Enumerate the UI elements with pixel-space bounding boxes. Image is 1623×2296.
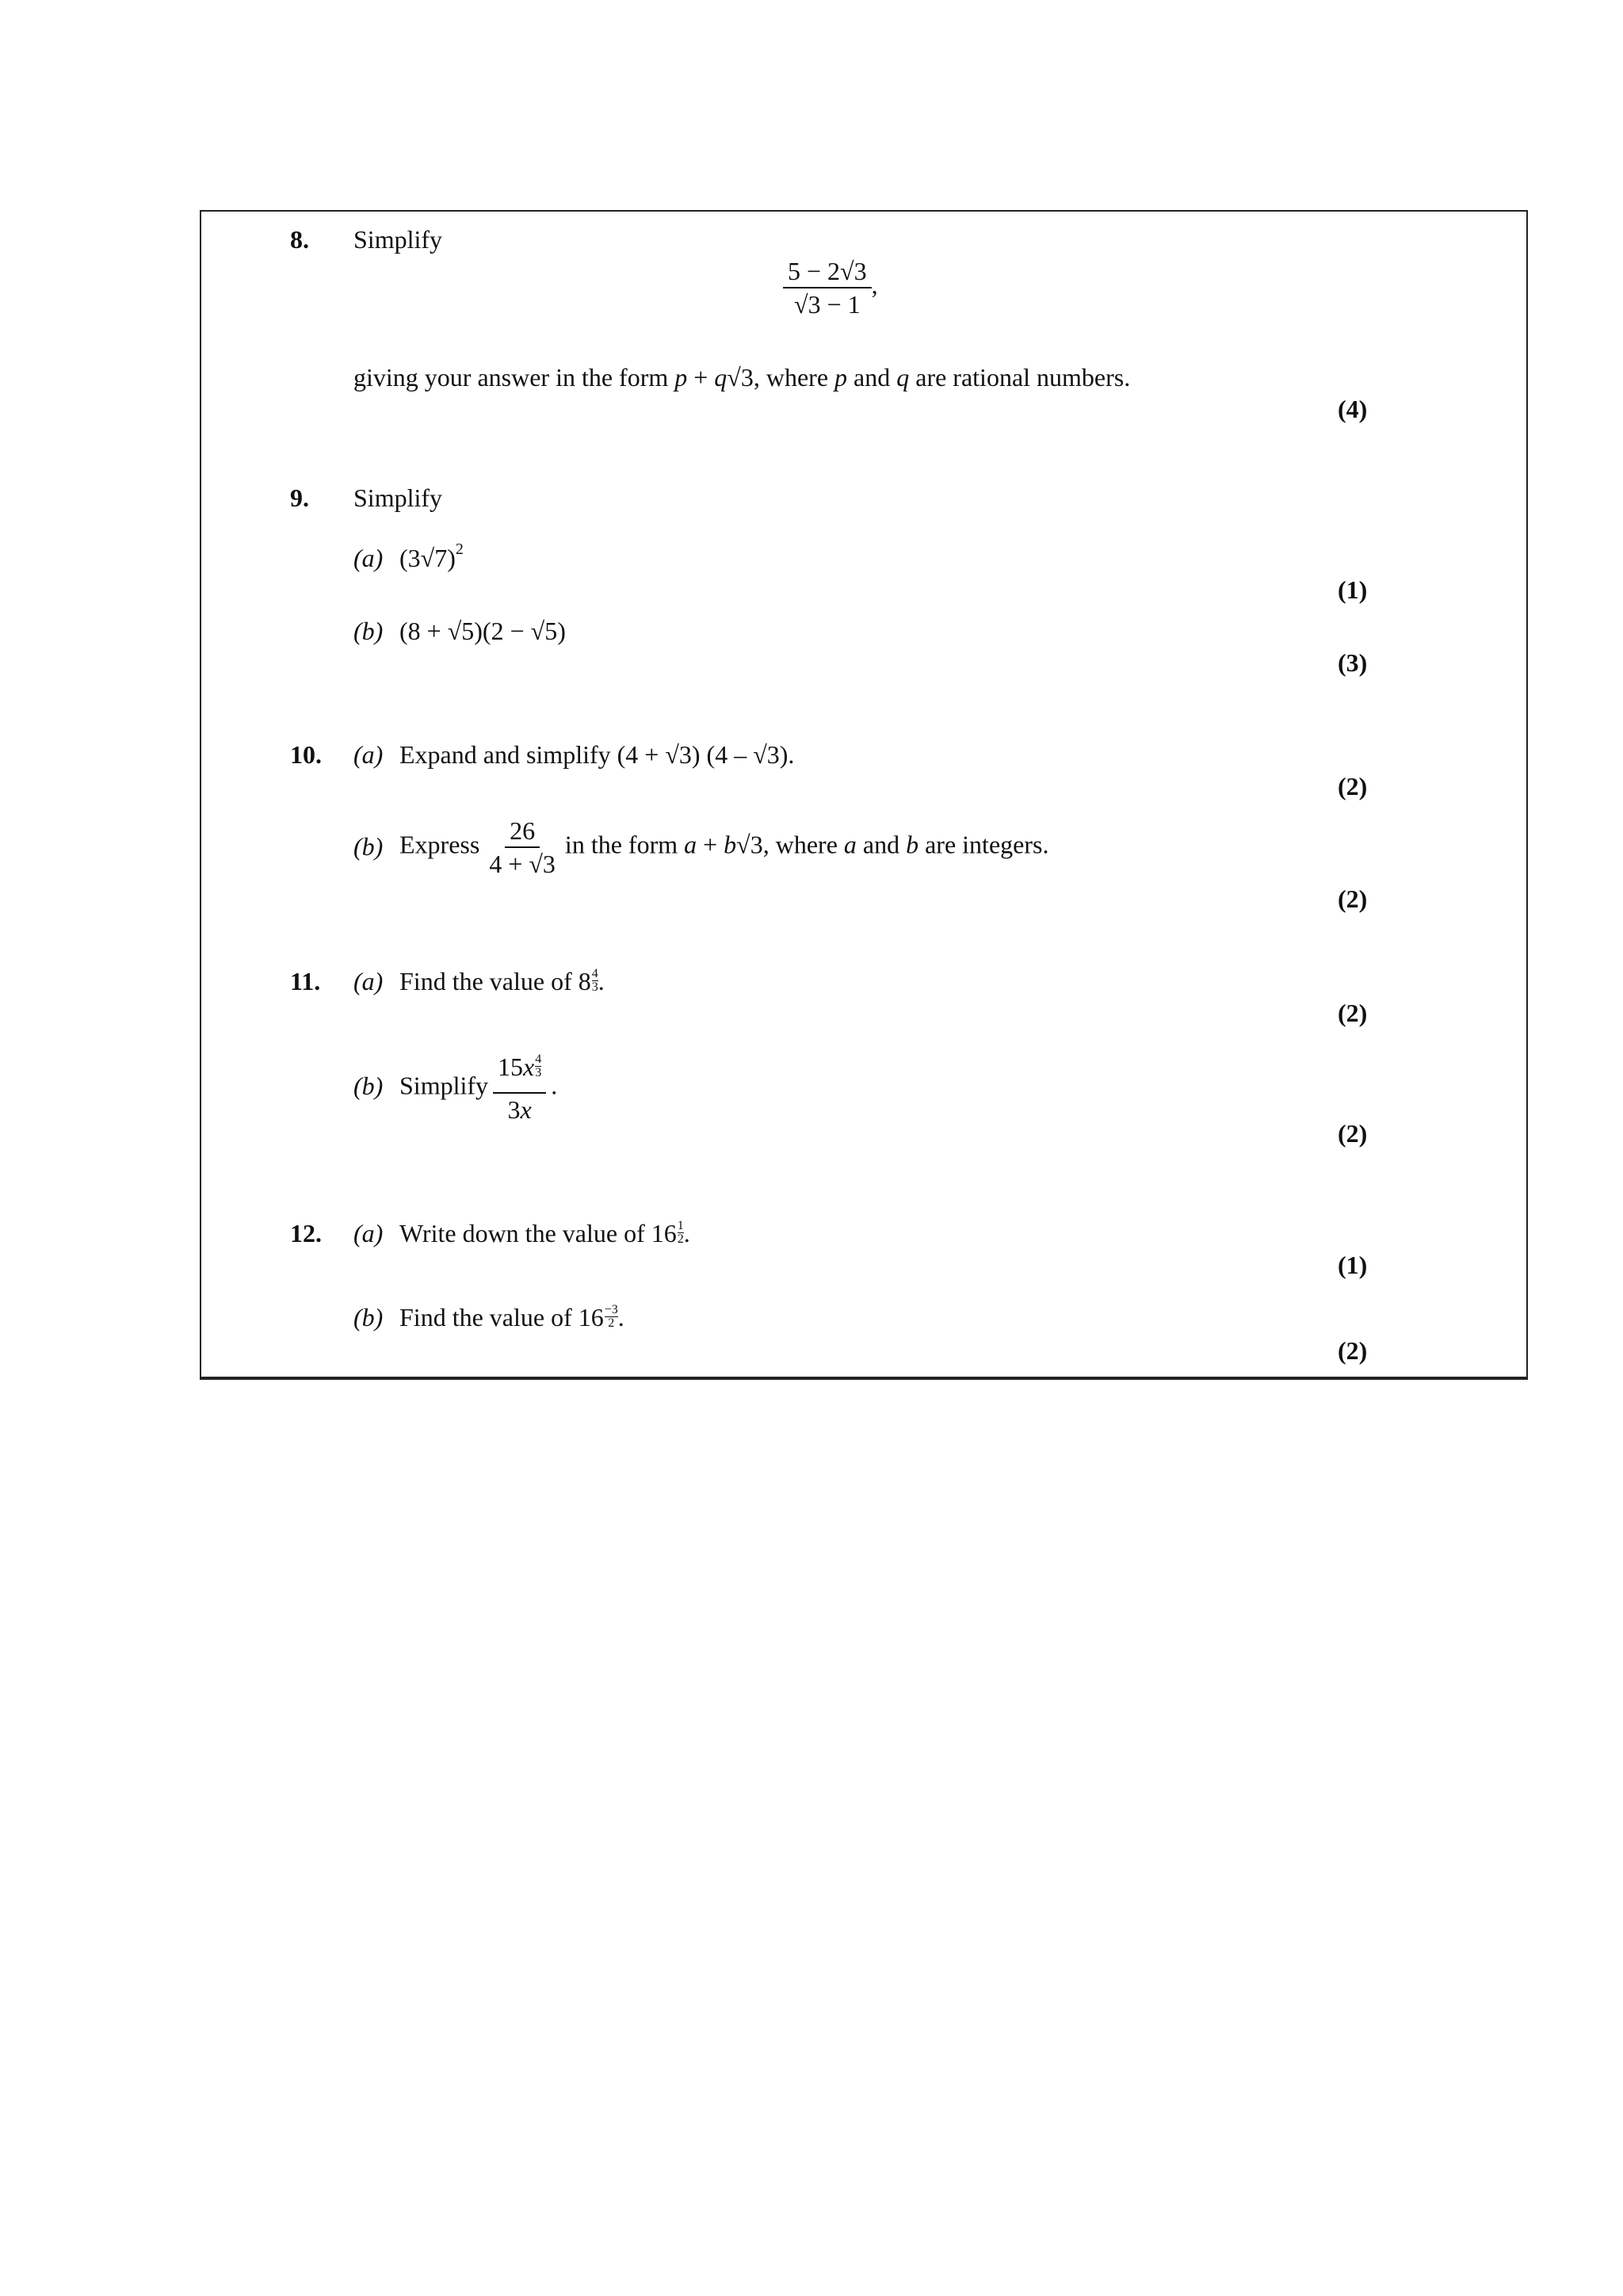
q12b-text: Find the value of 16 (399, 1303, 604, 1331)
q8-text-part: are rational numbers. (909, 363, 1131, 392)
q8-text-part: and (847, 363, 897, 392)
question-9a-mark: (1) (1338, 575, 1368, 604)
q11a-exp-num: 4 (591, 967, 598, 980)
question-11a-text (399, 965, 605, 1007)
q11b-numerator (493, 1051, 546, 1094)
question-10b-text (399, 815, 1048, 880)
q10b-text-part: √3, where (736, 830, 844, 859)
q8-var-q: q (896, 363, 910, 392)
q12a-exp-num: 1 (677, 1219, 684, 1232)
q8-plus: + (687, 363, 715, 392)
question-11a-mark: (2) (1338, 999, 1368, 1027)
q8-var-p: p (834, 363, 848, 392)
question-9-number: 9. (290, 483, 309, 512)
question-9b-mark: (3) (1338, 648, 1368, 677)
question-12a-text (399, 1217, 690, 1259)
q11b-num-var: x (523, 1052, 535, 1081)
question-12a-mark: (1) (1338, 1251, 1368, 1279)
question-9b-expression: (8 + √5)(2 − √5) (399, 617, 566, 645)
question-12b-label: (b) (353, 1303, 384, 1331)
q8-fraction-comma: , (871, 270, 878, 300)
question-10a-mark: (2) (1338, 772, 1368, 800)
q11b-den-coef: 3 (507, 1095, 521, 1124)
q12b-exp-den: 2 (608, 1316, 615, 1330)
question-9b-label: (b) (353, 617, 384, 645)
question-11b-text (399, 1051, 557, 1125)
q12a-exp-den: 2 (677, 1232, 684, 1246)
question-11b-mark: (2) (1338, 1119, 1368, 1148)
question-9a-label: (a) (353, 544, 384, 572)
question-12b-mark: (2) (1338, 1336, 1368, 1365)
question-10a-text: Expand and simplify (4 + √3) (4 – √3). (399, 740, 795, 769)
q9a-power: 2 (455, 541, 464, 558)
q11a-exponent (592, 968, 598, 994)
q12b-end: . (617, 1303, 624, 1331)
question-8-number: 8. (290, 225, 309, 254)
q12a-text: Write down the value of 16 (399, 1219, 677, 1247)
q8-text-part: giving your answer in the form (353, 363, 675, 392)
q8-var-q: q (714, 363, 727, 392)
question-8-mark: (4) (1338, 395, 1368, 423)
question-8-fraction (783, 255, 878, 320)
q8-denominator: √3 − 1 (794, 290, 861, 319)
q10b-text-part: are integers. (918, 830, 1049, 859)
question-11a-label: (a) (353, 967, 384, 995)
question-8-intro: Simplify (353, 225, 443, 254)
question-11-number: 11. (290, 967, 321, 995)
q11a-end: . (598, 967, 605, 995)
question-9-intro: Simplify (353, 483, 443, 512)
q10b-var-a: a (684, 830, 697, 859)
question-9a-expression (399, 542, 464, 578)
q11b-exponent (535, 1053, 541, 1079)
question-10a-label: (a) (353, 740, 384, 769)
q10b-numerator: 26 (505, 815, 540, 848)
q11b-pre: Simplify (399, 1071, 489, 1100)
question-10b-label: (b) (353, 832, 384, 861)
question-12-number: 12. (290, 1219, 322, 1247)
q12b-exponent (605, 1304, 618, 1330)
question-10b-mark: (2) (1338, 884, 1368, 913)
q11a-text: Find the value of 8 (399, 967, 591, 995)
question-8-text (353, 361, 1130, 393)
question-11b-label: (b) (353, 1072, 384, 1100)
q10b-text-part: + (697, 830, 724, 859)
q10b-text-part: in the form (564, 830, 685, 859)
q11b-exp-num: 4 (535, 1052, 542, 1066)
q9a-expr: (3√7) (399, 544, 456, 572)
question-12a-label: (a) (353, 1219, 384, 1247)
q11b-denominator (503, 1094, 537, 1125)
question-10-number: 10. (290, 740, 322, 769)
q10b-var-b: b (724, 830, 737, 859)
q12b-exp-num: −3 (604, 1303, 618, 1316)
q10b-pre: Express (399, 830, 480, 859)
q12a-exponent (678, 1220, 684, 1246)
q12a-end: . (683, 1219, 690, 1247)
q11b-den-var: x (520, 1095, 532, 1124)
q11b-num-coef: 15 (498, 1052, 524, 1081)
q10b-var-a: a (843, 830, 857, 859)
q8-numerator: 5 − 2√3 (783, 255, 872, 288)
q11b-end: . (551, 1071, 558, 1100)
q8-text-part: √3, where (727, 363, 835, 392)
q10b-var-b: b (906, 830, 919, 859)
q10b-text-part: and (856, 830, 907, 859)
question-12b-text (399, 1301, 624, 1343)
q10b-denominator: 4 + √3 (489, 850, 556, 878)
q8-var-p: p (674, 363, 688, 392)
q11b-exp-den: 3 (535, 1066, 542, 1079)
q11a-exp-den: 3 (591, 980, 598, 994)
